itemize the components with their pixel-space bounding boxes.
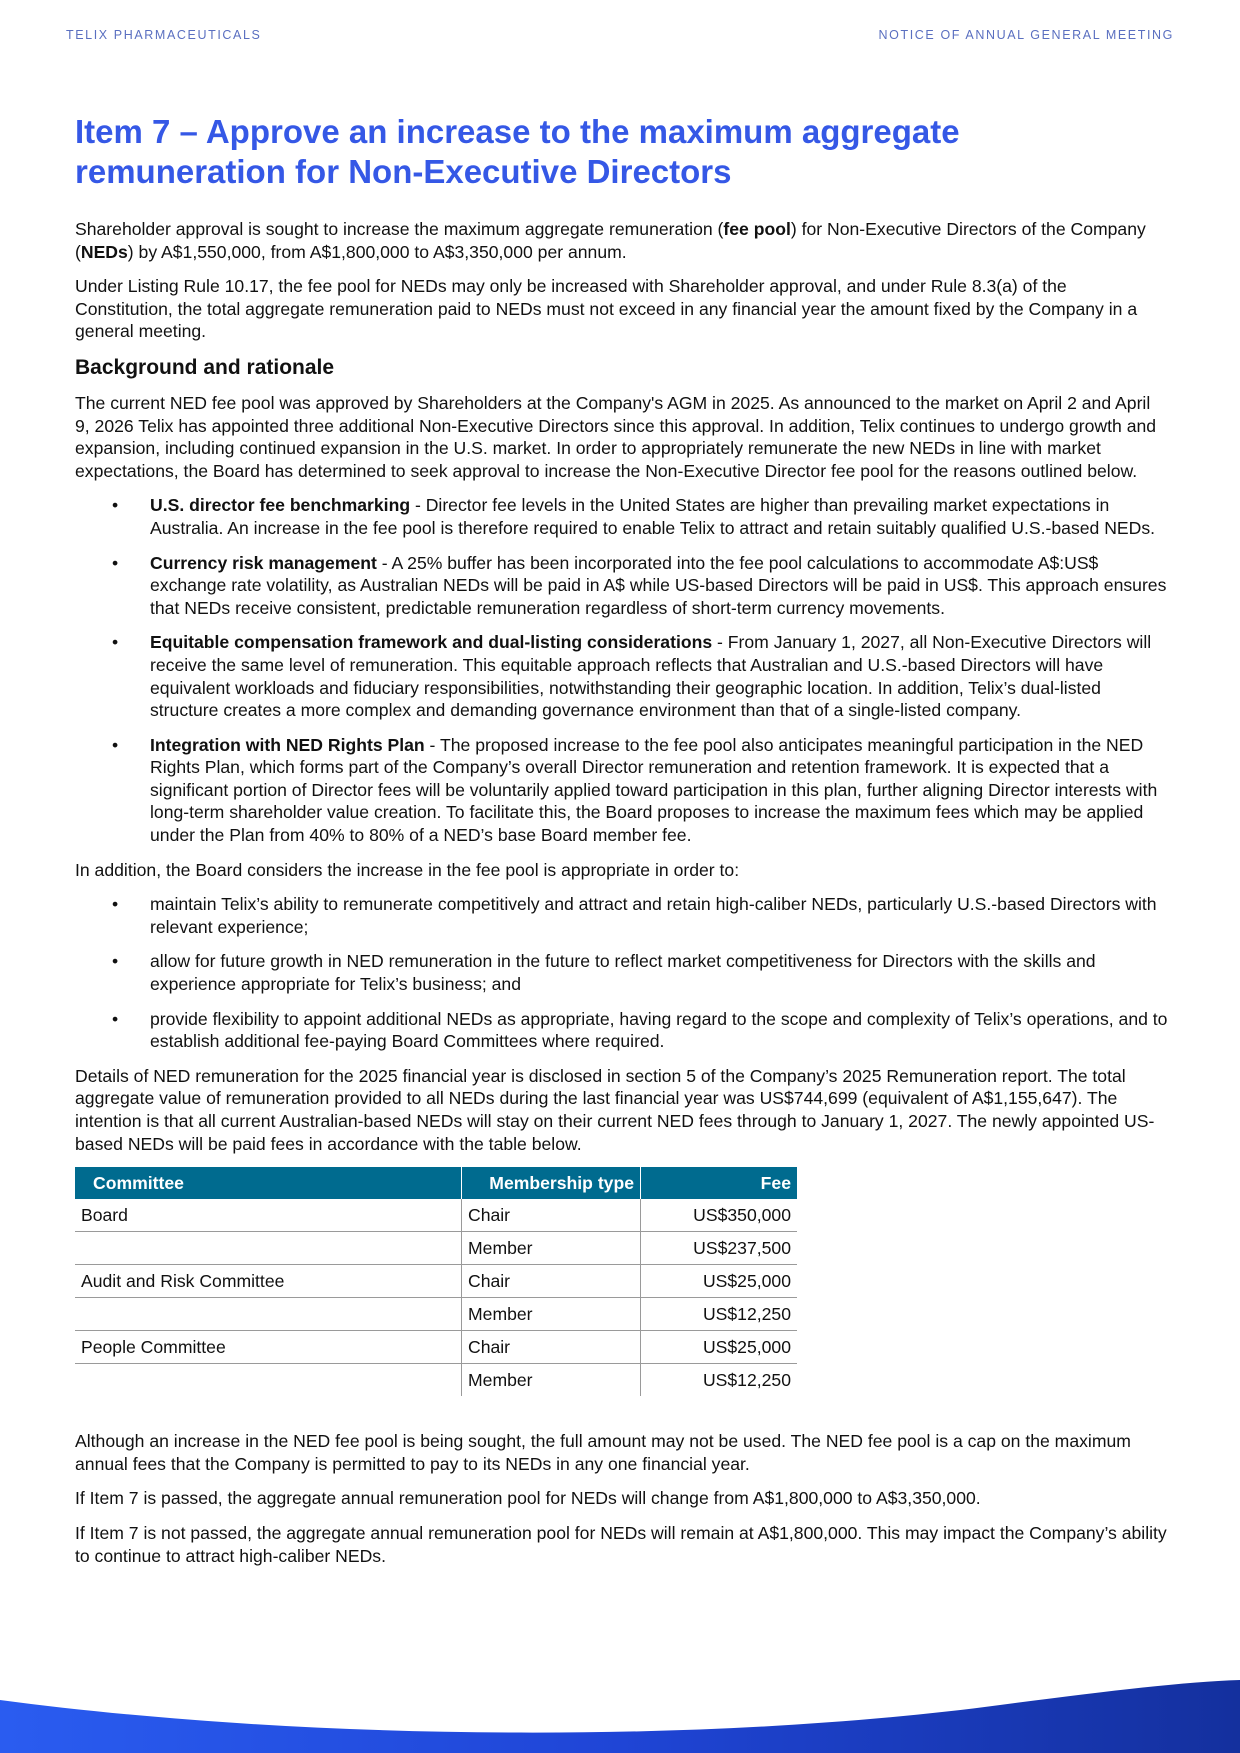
fee-cell: US$12,250 [641, 1364, 798, 1397]
membership-cell: Chair [462, 1331, 641, 1364]
committee-cell [75, 1364, 462, 1397]
list-item-term: Currency risk management [150, 552, 377, 573]
remuneration-details: Details of NED remuneration for the 2025 financial year is disclosed in section 5 of the Company’s 2025 Remuneration report. The total aggregate value of remuneration provided to all NEDs during the last financial year was US$744,699 (equivalent of A$1,155,647). The intention is that all current Australian-based NEDs will stay on their current NED fees through to January 1, 2027. The newly appointed US-based NEDs will be paid fees in accordance with the table below. [75, 1065, 1155, 1154]
committee-cell: Board [75, 1199, 462, 1232]
header-company: TELIX PHARMACEUTICALS [66, 28, 262, 42]
closing-paragraph-3: If Item 7 is not passed, the aggregate annual remuneration pool for NEDs will remain at A$1,800,000. This may impact the Company’s ability to continue to attract high-caliber NEDs. [75, 1522, 1167, 1566]
column-header-fee: Fee [641, 1167, 798, 1199]
list-item: • allow for future growth in NED remuneration in the future to reflect market competitiveness for Directors with the skills and experience appropriate for Telix’s business; and [75, 950, 1169, 995]
closing-paragraph-1: Although an increase in the NED fee pool is being sought, the full amount may not be used. The NED fee pool is a cap on the maximum annual fees that the Company is permitted to pay to its NEDs in any one financial year. [75, 1431, 1131, 1474]
addition-list [75, 893, 1169, 1053]
membership-cell: Member [462, 1232, 641, 1265]
column-header-membership: Membership type [462, 1167, 641, 1199]
fee-cell: US$350,000 [641, 1199, 798, 1232]
committee-cell [75, 1298, 462, 1331]
membership-cell: Chair [462, 1199, 641, 1232]
intro-paragraph-2: Under Listing Rule 10.17, the fee pool for NEDs may only be increased with Shareholder approval, and under Rule 8.3(a) of the Constitution, the total aggregate remuneration paid to NEDs must not exceed in any financial year the amount fixed by the Company in a general meeting. [75, 276, 1138, 342]
list-item [75, 552, 1169, 620]
addition-intro: In addition, the Board considers the increase in the fee pool is appropriate in order to: [75, 859, 740, 880]
membership-cell: Member [462, 1298, 641, 1331]
list-item [75, 734, 1169, 847]
list-item-term: Integration with NED Rights Plan [150, 734, 425, 755]
intro-paragraph-1 [75, 218, 1169, 263]
list-item-text: - A 25% buffer has been incorporated into the fee pool calculations to accommodate A$:US$ exchange rate volatility, as Australian NEDs will be paid in A$ while US-based Directors will be paid in US$. This approach ensures that NEDs receive consistent, predictable remuneration regardless of short-term currency movements. [150, 552, 1167, 618]
committee-cell [75, 1232, 462, 1265]
intro-text-a: Shareholder approval is sought to increase the maximum aggregate remuneration ( [75, 219, 724, 239]
fee-cell: US$25,000 [641, 1331, 798, 1364]
closing-paragraph-2: If Item 7 is passed, the aggregate annual remuneration pool for NEDs will change from A$1,800,000 to A$3,350,000. [75, 1488, 981, 1509]
table-row [75, 1364, 797, 1397]
header-document-title: NOTICE OF ANNUAL GENERAL MEETING [878, 28, 1174, 42]
list-item-text: - Director fee levels in the United States are higher than prevailing market expectations in Australia. An increase in the fee pool is therefore required to enable Telix to attract and retain suitably qualified U.S.-based NEDs. [150, 495, 1156, 538]
table-row [75, 1331, 797, 1364]
reasons-list [75, 494, 1169, 846]
list-item [75, 631, 1169, 721]
background-paragraph: The current NED fee pool was approved by Shareholders at the Company's AGM in 2025. As announced to the market on April 2 and April 9, 2026 Telix has appointed three additional Non-Executive Directors since this approval. In addition, Telix continues to undergo growth and expansion, including continued expansion in the U.S. market. In order to appropriately remunerate the new NEDs in line with market expectations, the Board has determined to seek approval to increase the Non-Executive Director fee pool for the reasons outlined below. [75, 392, 1157, 481]
membership-cell: Member [462, 1364, 641, 1397]
list-item-text: - From January 1, 2027, all Non-Executive Directors will receive the same level of remuneration. This equitable approach reflects that Australian and U.S.-based Directors will have equivalent workloads and fiduciary responsibilities, notwithstanding their geographic location. In addition, Telix’s dual-listed structure creates a more complex and demanding governance environment than that of a single-listed company. [150, 632, 1152, 721]
page-title: Item 7 – Approve an increase to the maximum aggregate remuneration for Non-Executive Directors [75, 113, 960, 190]
fee-cell: US$12,250 [641, 1298, 798, 1331]
page-content [75, 112, 1169, 1579]
column-header-committee: Committee [75, 1167, 462, 1199]
list-item [75, 494, 1169, 539]
list-item-text: - The proposed increase to the fee pool also anticipates meaningful participation in the NED Rights Plan, which forms part of the Company’s overall Director remuneration and retention framework. It is expected that a significant portion of Director fees will be voluntarily applied toward participation in this plan, further aligning Director interests with long-term shareholder value creation. To facilitate this, the Board proposes to increase the maximum fees which may be applied under the Plan from 40% to 80% of a NED’s base Board member fee. [150, 734, 1158, 846]
page-number: 22 [611, 1706, 629, 1723]
membership-cell: Chair [462, 1265, 641, 1298]
intro-text-c: ) for Non-Executive Directors of the Company ( [75, 219, 1146, 262]
table-row [75, 1232, 797, 1265]
table-row [75, 1199, 797, 1232]
committee-cell: People Committee [75, 1331, 462, 1364]
intro-term-fee-pool: fee pool [723, 219, 791, 239]
table-header-row [75, 1167, 797, 1199]
table-row [75, 1265, 797, 1298]
intro-text-d: ) by A$1,550,000, from A$1,800,000 to A$3,350,000 per annum. [127, 241, 627, 262]
fee-cell: US$237,500 [641, 1232, 798, 1265]
list-item-term: Equitable compensation framework and dual-listing considerations [150, 632, 713, 653]
list-item-term: U.S. director fee benchmarking [150, 495, 411, 516]
list-item: • provide flexibility to appoint additional NEDs as appropriate, having regard to the scope and complexity of Telix’s operations, and to establish additional fee-paying Board Committees where required. [75, 1008, 1169, 1053]
fee-table [75, 1167, 797, 1396]
committee-cell: Audit and Risk Committee [75, 1265, 462, 1298]
list-item: • maintain Telix’s ability to remunerate competitively and attract and retain high-caliber NEDs, particularly U.S.-based Directors with relevant experience; [75, 893, 1169, 938]
table-row [75, 1298, 797, 1331]
intro-term-neds: NEDs [80, 241, 128, 262]
section-heading: Background and rationale [75, 355, 335, 379]
fee-cell: US$25,000 [641, 1265, 798, 1298]
